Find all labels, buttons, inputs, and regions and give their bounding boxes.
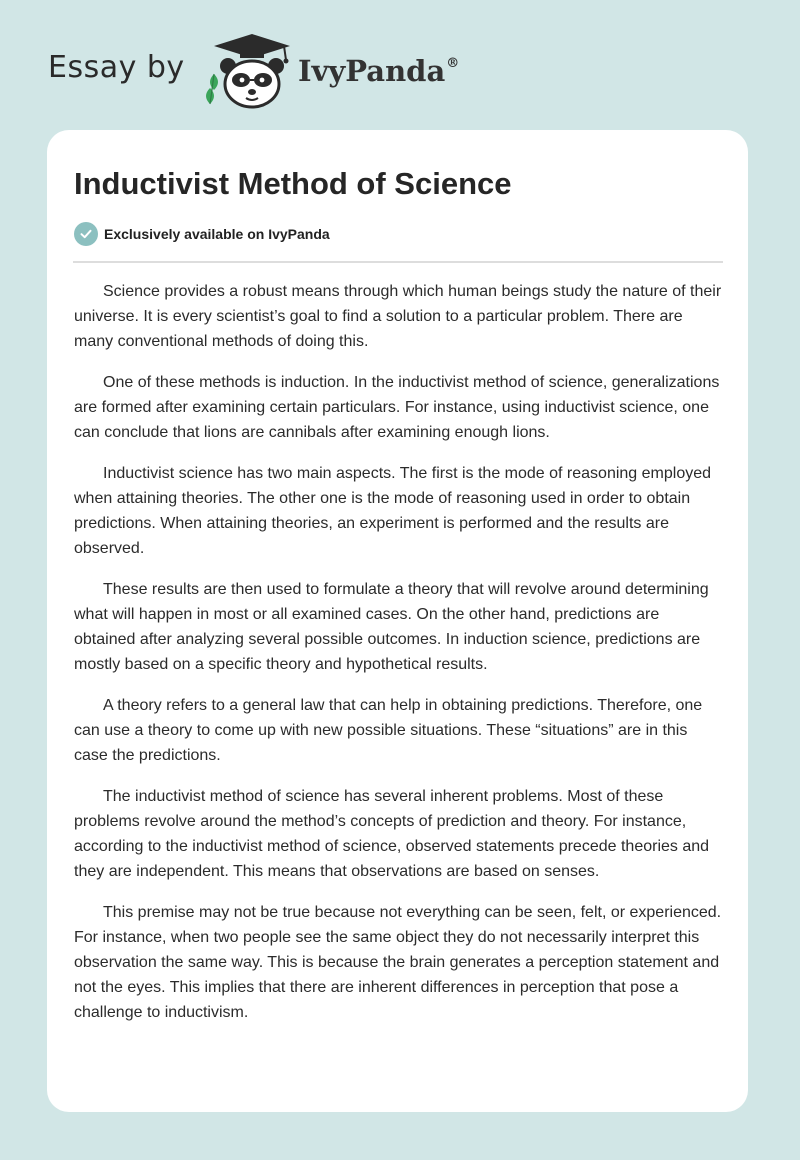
essay-card [47, 130, 748, 1112]
exclusive-badge [74, 222, 330, 246]
paragraph: Science provides a robust means through which human beings study the nature of their universe. It is every scientist’s goal to find a solution to a particular problem. There are many conventional methods of doing this. [74, 283, 722, 350]
check-circle-icon [74, 222, 98, 246]
essay-by-label: Essay by [48, 50, 185, 85]
title-divider [73, 261, 723, 263]
paragraph: A theory refers to a general law that can help in obtaining predictions. Therefore, one can use a theory to come up with new possible situations. These “situations” are in this case the predictions. [74, 697, 703, 764]
trademark-symbol: ® [446, 56, 460, 71]
brand-name: IvyPanda® [298, 54, 460, 88]
essay-body [74, 279, 724, 1041]
paragraph: One of these methods is induction. In the inductivist method of science, generalizations are formed after examining certain particulars. For instance, using inductivist science, one can conclude that lions are cannibals after examining enough lions. [74, 374, 720, 441]
page-title: Inductivist Method of Science [74, 166, 512, 201]
site-header [48, 30, 508, 110]
paragraph: The inductivist method of science has several inherent problems. Most of these problems revolve around the method’s concepts of prediction and theory. For instance, according to the inductivist method of science, observed statements precede theories and they are independent. This means that observations are based on senses. [74, 788, 710, 880]
exclusive-badge-label: Exclusively available on IvyPanda [104, 226, 330, 242]
paragraph: Inductivist science has two main aspects. The first is the mode of reasoning employed when attaining theories. The other one is the mode of reasoning used in order to obtain predictions. When attaining theories, an experiment is performed and the results are observed. [74, 465, 712, 557]
ivypanda-logo-icon[interactable] [200, 30, 296, 110]
paragraph: These results are then used to formulate a theory that will revolve around determining what will happen in most or all examined cases. On the other hand, predictions are obtained after analyzing several possible outcomes. In induction science, predictions are mostly based on a specific theory and hypothetical results. [74, 581, 709, 673]
paragraph: This premise may not be true because not everything can be seen, felt, or experienced. For instance, when two people see the same object they do not necessarily interpret this observation the same way. This is because the brain generates a perception statement and not the eyes. This implies that there are inherent differences in perception that pose a challenge to inductivism. [74, 904, 722, 1021]
